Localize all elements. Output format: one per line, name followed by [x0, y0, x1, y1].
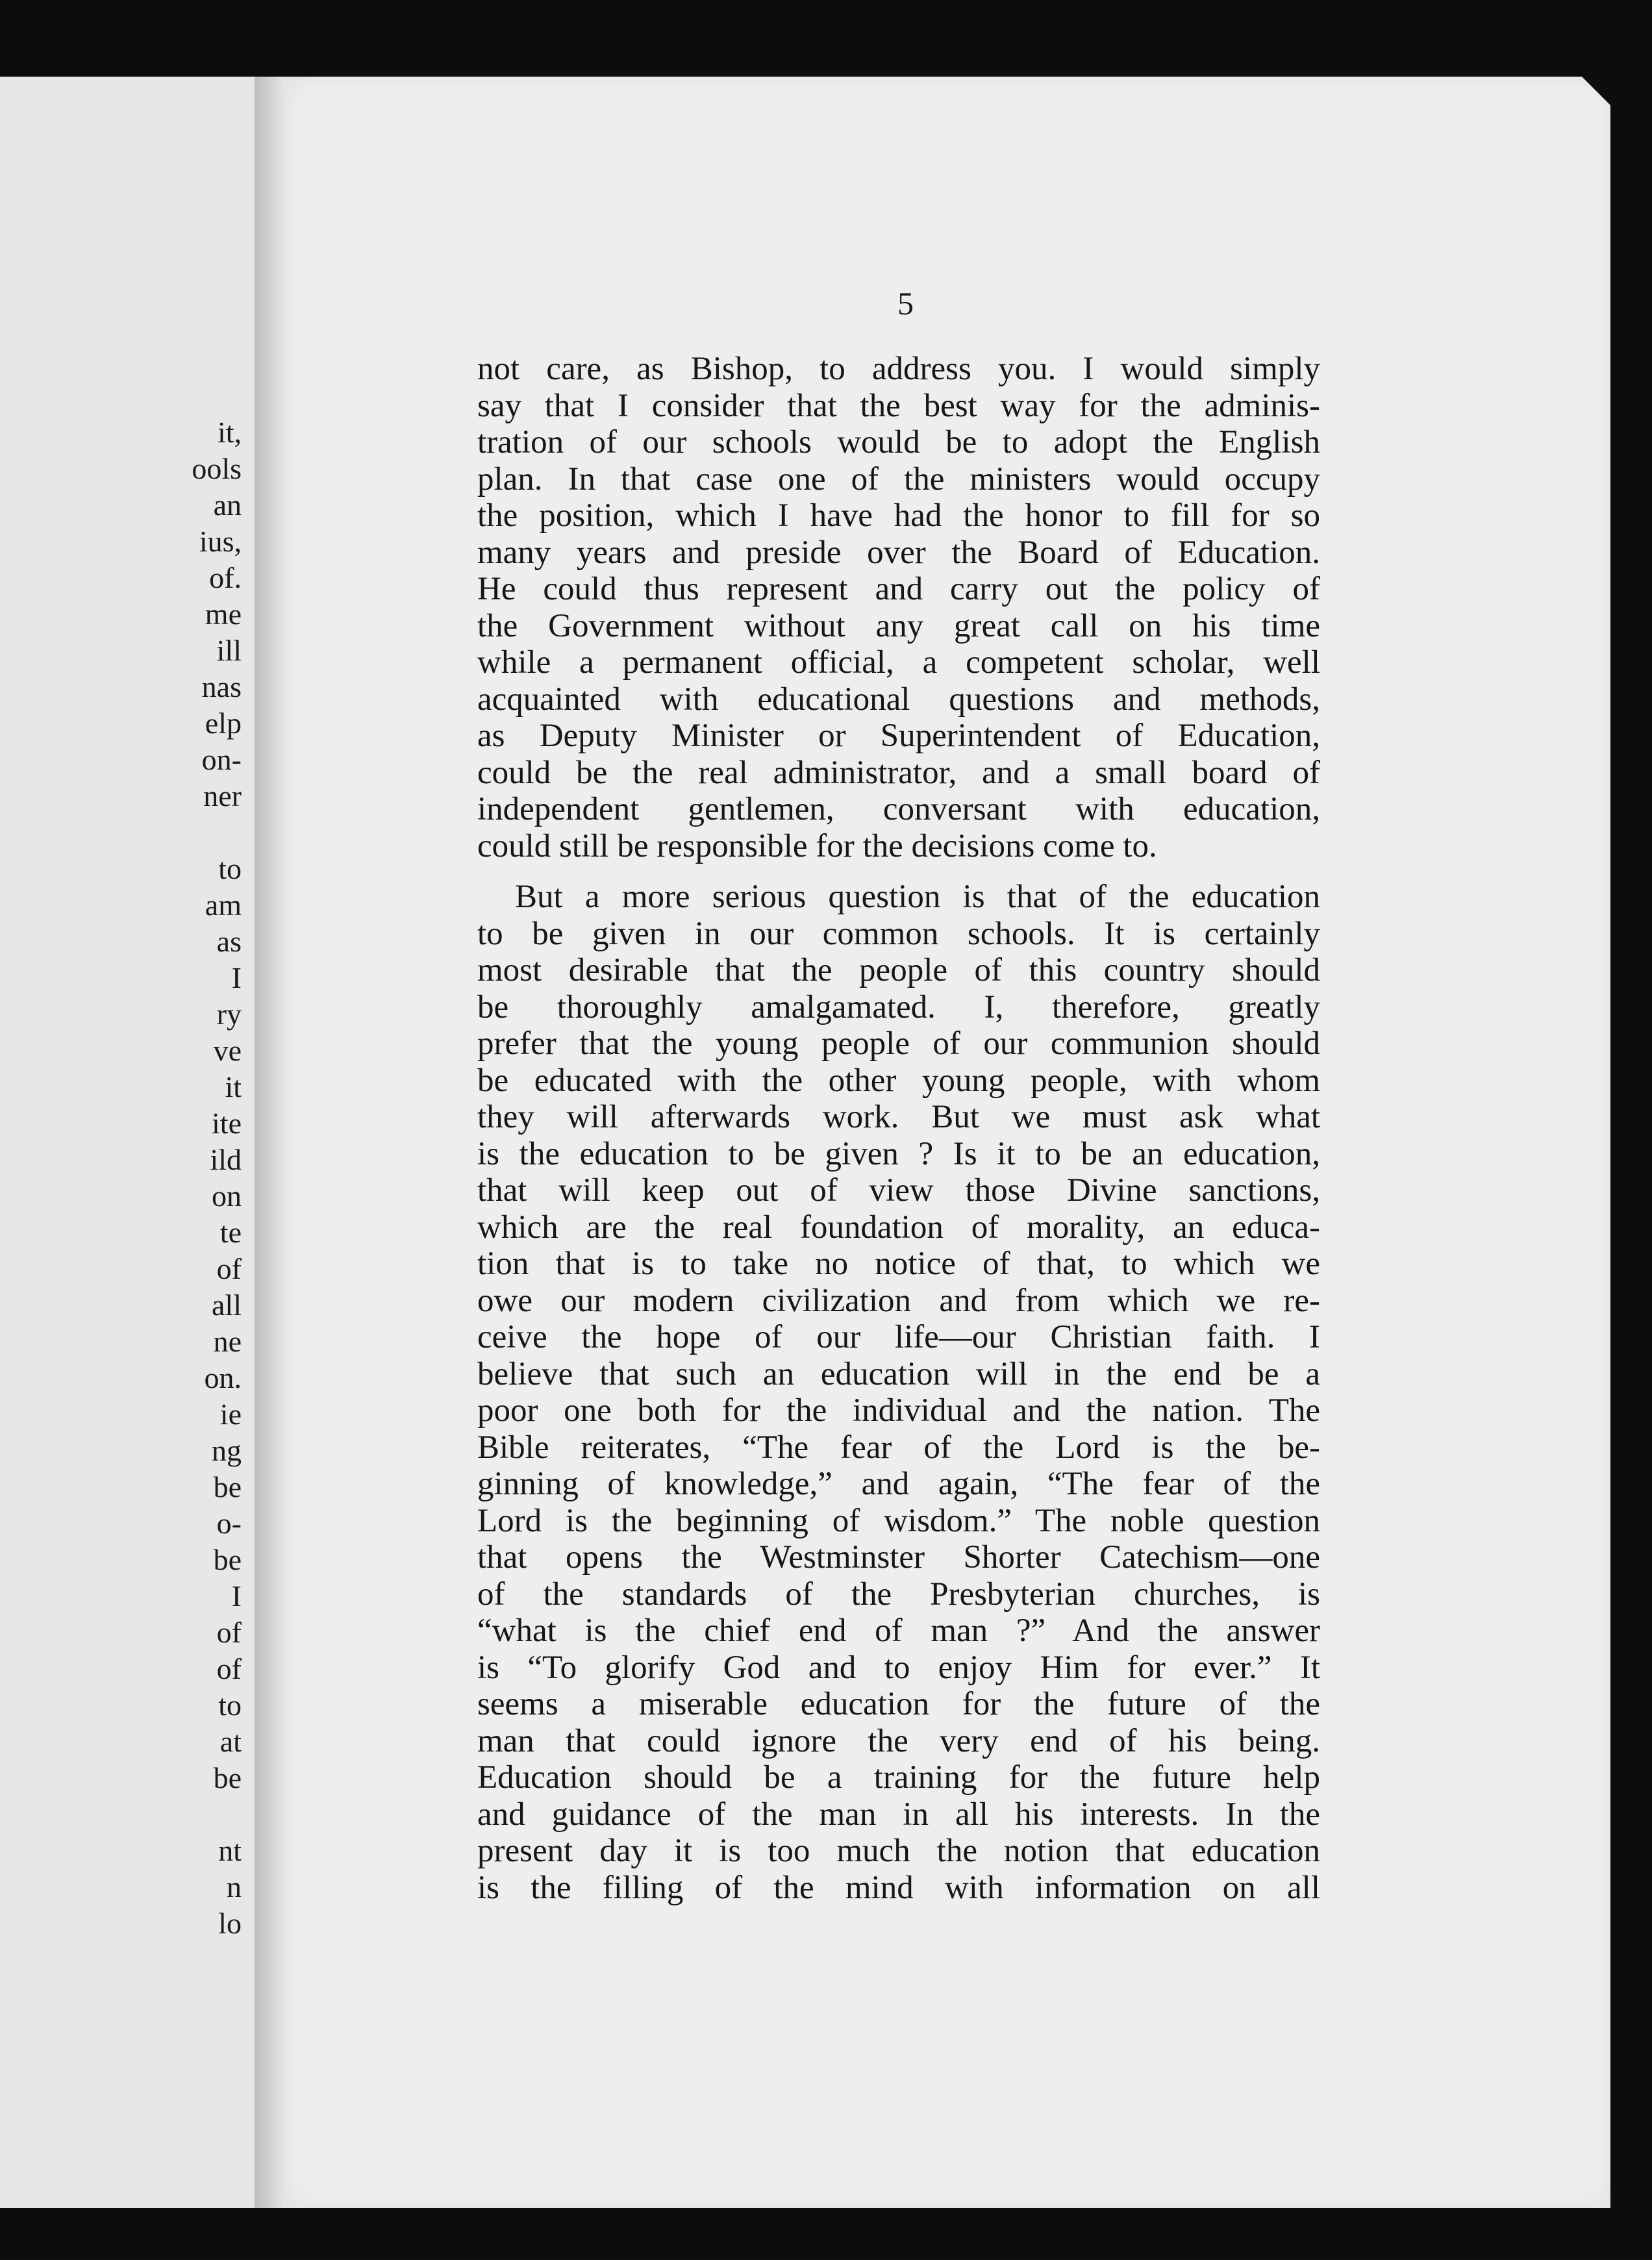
left-fragment: to	[218, 1689, 242, 1722]
text-line: man that could ignore the very end of his being.	[477, 1722, 1320, 1759]
text-line: seems a miserable education for the future of the	[477, 1686, 1320, 1722]
left-page	[0, 77, 257, 2208]
text-line: is “To glorify God and to enjoy Him for ever.” It	[477, 1649, 1320, 1686]
left-fragment: all	[212, 1288, 242, 1322]
text-line: Education should be a training for the future help	[477, 1759, 1320, 1796]
left-fragment: ite	[212, 1107, 242, 1140]
paragraph	[477, 879, 1320, 1906]
left-fragment: it,	[217, 416, 242, 449]
text-line: most desirable that the people of this country should	[477, 952, 1320, 988]
text-line: “what is the chief end of man ?” And the answer	[477, 1613, 1320, 1649]
left-page-text-fragments	[192, 414, 242, 1942]
left-fragment: am	[205, 888, 242, 922]
left-fragment: as	[216, 925, 242, 958]
left-fragment: nt	[218, 1834, 242, 1867]
left-fragment: ools	[192, 452, 242, 485]
left-fragment: on	[212, 1179, 242, 1212]
left-fragment: elp	[205, 707, 242, 740]
left-fragment: ie	[219, 1398, 242, 1431]
left-fragment: of.	[209, 561, 242, 594]
left-fragment: ner	[203, 779, 242, 812]
text-line: prefer that the young people of our communion should	[477, 1025, 1320, 1062]
text-line: to be given in our common schools. It is certainly	[477, 915, 1320, 952]
left-fragment: I	[231, 1579, 242, 1613]
text-line: while a permanent official, a competent scholar, well	[477, 644, 1320, 681]
text-line: owe our modern civilization and from which we re-	[477, 1282, 1320, 1319]
text-line: poor one both for the individual and the nation. The	[477, 1392, 1320, 1429]
left-fragment	[192, 814, 242, 851]
text-line: Bible reiterates, “The fear of the Lord is the be-	[477, 1429, 1320, 1466]
text-line: the position, which I have had the honor to fill for so	[477, 497, 1320, 534]
text-line: Lord is the beginning of wisdom.” The noble question	[477, 1502, 1320, 1539]
left-fragment: be	[213, 1470, 242, 1503]
text-line: that will keep out of view those Divine sanctions,	[477, 1172, 1320, 1209]
left-fragment: ild	[210, 1143, 242, 1176]
left-fragment: me	[205, 597, 242, 631]
left-fragment: to	[218, 852, 242, 885]
text-line: many years and preside over the Board of Education.	[477, 534, 1320, 571]
left-fragment: I	[231, 961, 242, 994]
left-fragment: ill	[216, 634, 242, 667]
left-fragment: n	[227, 1870, 242, 1903]
text-line: acquainted with educational questions and methods,	[477, 681, 1320, 718]
text-line: He could thus represent and carry out the policy of	[477, 571, 1320, 607]
text-line: tration of our schools would be to adopt the English	[477, 424, 1320, 460]
text-line: of the standards of the Presbyterian churches, is	[477, 1576, 1320, 1613]
text-line: ginning of knowledge,” and again, “The fear of the	[477, 1466, 1320, 1502]
left-fragment: of	[216, 1616, 242, 1649]
body-text	[477, 351, 1320, 1920]
left-fragment: on.	[204, 1361, 242, 1394]
left-fragment	[192, 1796, 242, 1833]
text-line: believe that such an education will in the end be a	[477, 1355, 1320, 1392]
text-line: and guidance of the man in all his interests. In the	[477, 1796, 1320, 1833]
text-line: is the education to be given ? Is it to be an education,	[477, 1135, 1320, 1172]
left-fragment: ne	[213, 1325, 242, 1358]
left-fragment: of	[216, 1252, 242, 1285]
left-fragment: be	[213, 1761, 242, 1794]
left-fragment: at	[219, 1725, 242, 1758]
left-fragment: of	[216, 1652, 242, 1685]
text-line: they will afterwards work. But we must ask what	[477, 1099, 1320, 1135]
text-line: as Deputy Minister or Superintendent of Education,	[477, 718, 1320, 754]
text-line: But a more serious question is that of the education	[515, 879, 1320, 915]
text-line: be thoroughly amalgamated. I, therefore, greatly	[477, 988, 1320, 1025]
text-line: is the filling of the mind with information on all	[477, 1869, 1320, 1906]
text-line: tion that is to take no notice of that, to which we	[477, 1246, 1320, 1282]
text-line: say that I consider that the best way for the adminis-	[477, 387, 1320, 424]
left-fragment: ry	[216, 998, 242, 1031]
text-line: could be the real administrator, and a small board of	[477, 754, 1320, 791]
text-line: be educated with the other young people, with whom	[477, 1062, 1320, 1099]
left-fragment: ng	[212, 1434, 242, 1467]
text-line: plan. In that case one of the ministers would occupy	[477, 460, 1320, 497]
gutter	[255, 77, 287, 2208]
left-fragment: an	[213, 488, 242, 521]
page-number: 5	[897, 285, 914, 321]
left-fragment: it	[225, 1070, 242, 1103]
text-line: not care, as Bishop, to address you. I would simply	[477, 351, 1320, 387]
text-line: that opens the Westminster Shorter Catechism—one	[477, 1539, 1320, 1576]
text-line: which are the real foundation of morality, an educa-	[477, 1209, 1320, 1246]
text-line: the Government without any great call on his time	[477, 607, 1320, 644]
left-fragment: ius,	[199, 525, 242, 558]
left-fragment: te	[219, 1216, 242, 1249]
text-line: independent gentlemen, conversant with education,	[477, 791, 1320, 827]
text-line: ceive the hope of our life—our Christian faith. I	[477, 1319, 1320, 1355]
page-corner	[1582, 77, 1610, 105]
text-line: present day it is too much the notion that education	[477, 1833, 1320, 1869]
text-line: could still be responsible for the decisions come to.	[477, 827, 1157, 864]
left-fragment: on-	[201, 743, 242, 776]
left-fragment: nas	[201, 670, 242, 703]
left-fragment: ve	[213, 1034, 242, 1067]
left-fragment: o-	[216, 1507, 242, 1540]
left-fragment: lo	[218, 1907, 242, 1940]
paragraph	[477, 351, 1320, 864]
left-fragment: be	[213, 1543, 242, 1576]
